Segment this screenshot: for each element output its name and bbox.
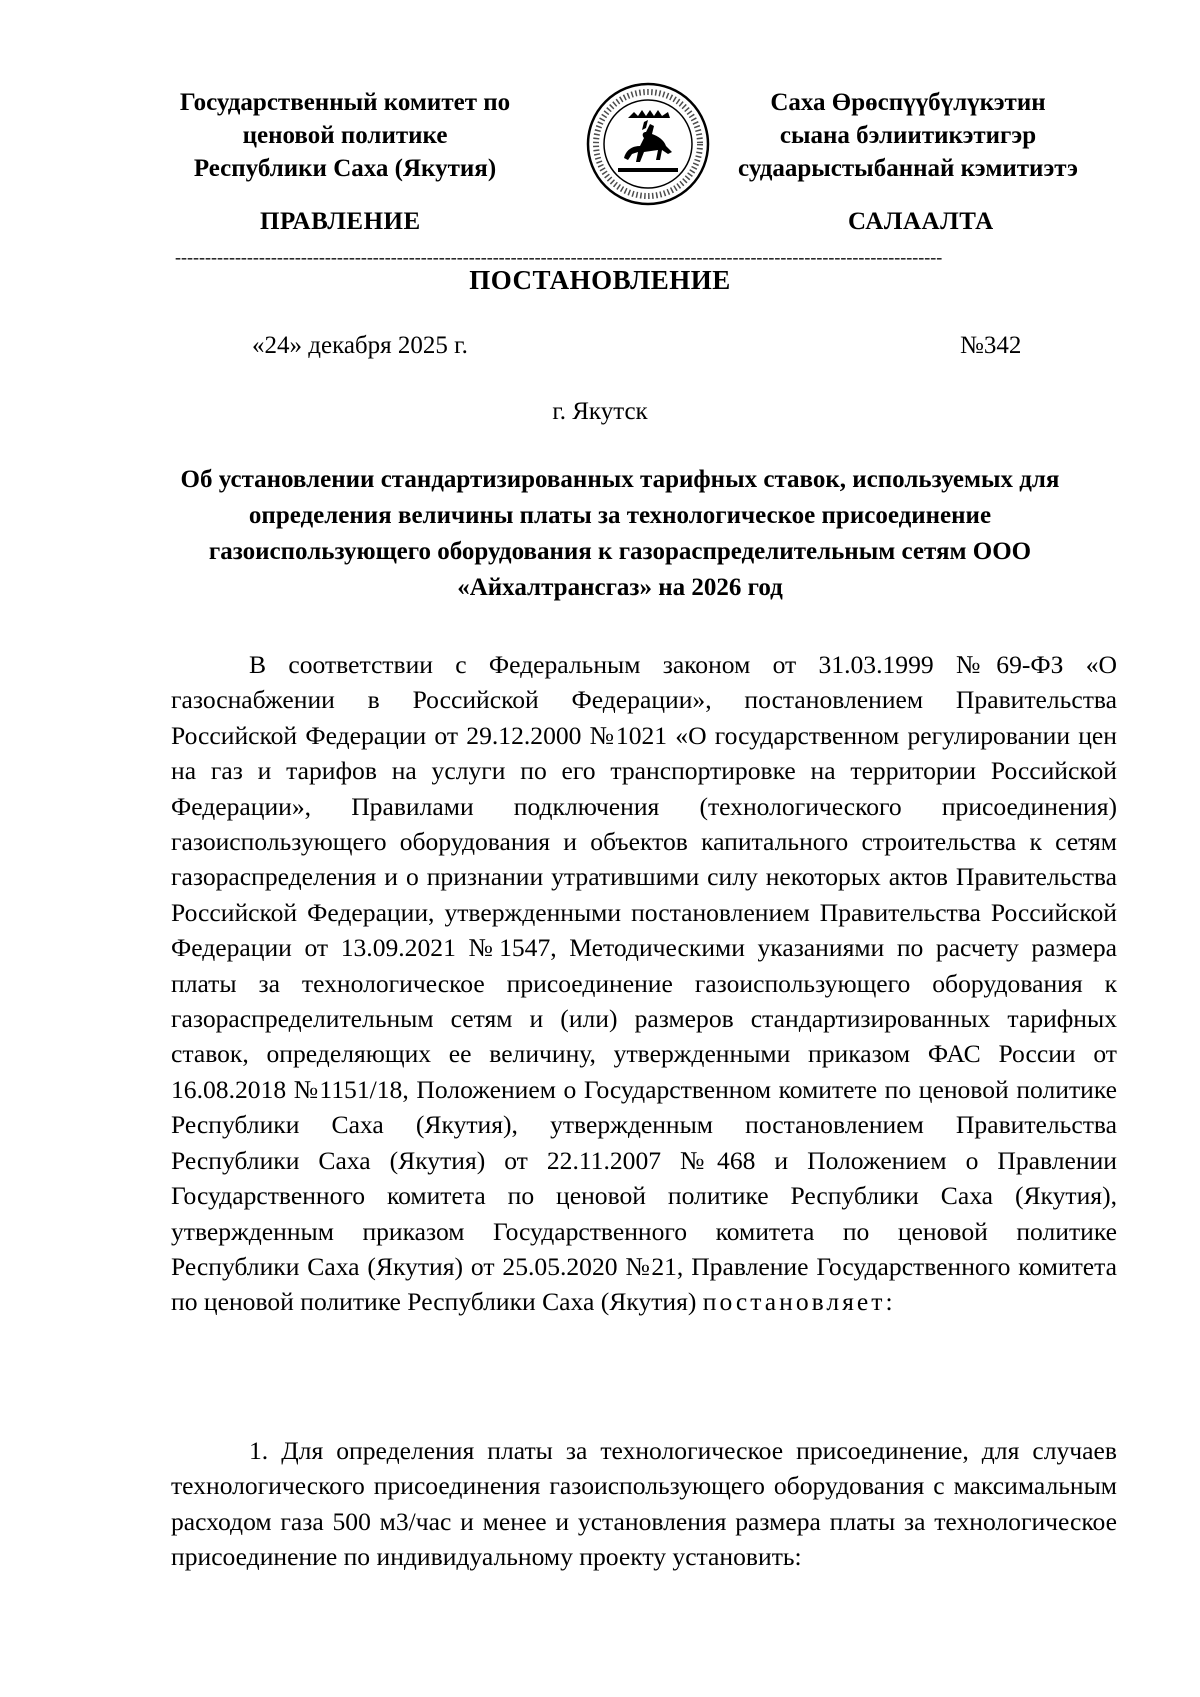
document-type: ПОСТАНОВЛЕНИЕ xyxy=(469,265,731,295)
document-title: Об установлении стандартизированных тарифных ставок, используемых для определения величины платы за технологическое присоединение газоиспользующего оборудования к газораспределительным сетям ООО «Айхалтрансгаз» на 2026 год xyxy=(180,466,1060,601)
org-name-line: судаарыстыбаннай кэмитиэтэ xyxy=(738,155,1078,182)
header-separator: -------------------------------------------------------------------------------------------------------------------------------- xyxy=(175,251,943,263)
document-city: г. Якутск xyxy=(552,398,648,425)
org-name-line: Республики Саха (Якутия) xyxy=(193,155,497,182)
body-paragraph: 1. Для определения платы за технологическое присоединение, для случаев технологического присоединения газоиспользующего оборудования с максимальным расходом газа 500 м3/час и менее и установления размера платы за технологическое присоединение по индивидуальному проекту установить: xyxy=(171,1436,1117,1572)
board-label-yakut: САЛААЛТА xyxy=(848,208,994,235)
paragraph-text: В соответствии с Федеральным законом от 31.03.1999 №69-ФЗ «О газоснабжении в Российской Федерации», постановлением Правительства Российской Федерации от 29.12.2000 №1021 «О государственном регулировании цен на газ и тарифов на услуги по его транспортировке на территории Российской Федерации», Правилами подключения (технологического присоединения) газоиспользующего оборудования и объектов капитального строительства к сетям газораспределения и о признании утратившими силу некоторых актов Правительства Российской Федерации, утвержденными постановлением Правительства Российской Федерации от 13.09.2021 №1547, Методическими указаниями по расчету размера платы за технологическое присоединение газоиспользующего оборудования к газораспределительным сетям и (или) размеров стандартизированных тарифных ставок, определяющих ее величину, утвержденными приказом ФАС России от 16.08.2018 №1151/18, Положением о Государственном комитете по ценовой политике Республики Саха (Якутия), утвержденным постановлением Правительства Республики Саха (Якутия) от 22.11.2007 №468 и Положением о Правлении Государственного комитета по ценовой политике Республики Саха (Якутия), утвержденным приказом Государственного комитета по ценовой политике Республики Саха (Якутия) от 25.05.2020 №21, Правление Государственного комитета по ценовой политике Республики Саха (Якутия) xyxy=(171,650,1117,1317)
coat-of-arms-icon xyxy=(584,80,712,208)
document-date: «24» декабря 2025 г. xyxy=(252,332,468,359)
board-label-russian: ПРАВЛЕНИЕ xyxy=(260,208,421,235)
document-number: №342 xyxy=(960,332,1022,359)
org-name-yakut xyxy=(718,86,1098,185)
org-name-line: ценовой политике xyxy=(242,122,448,149)
org-name-russian xyxy=(170,86,520,185)
org-name-line: сыана бэлиитикэтигэр xyxy=(779,122,1037,149)
org-name-line: Саха Өрөспүүбүлүкэтин xyxy=(770,89,1046,116)
body-paragraph xyxy=(171,647,1117,1320)
org-name-line: Государственный комитет по xyxy=(179,89,511,116)
resolution-verb: постановляет: xyxy=(702,1287,896,1317)
